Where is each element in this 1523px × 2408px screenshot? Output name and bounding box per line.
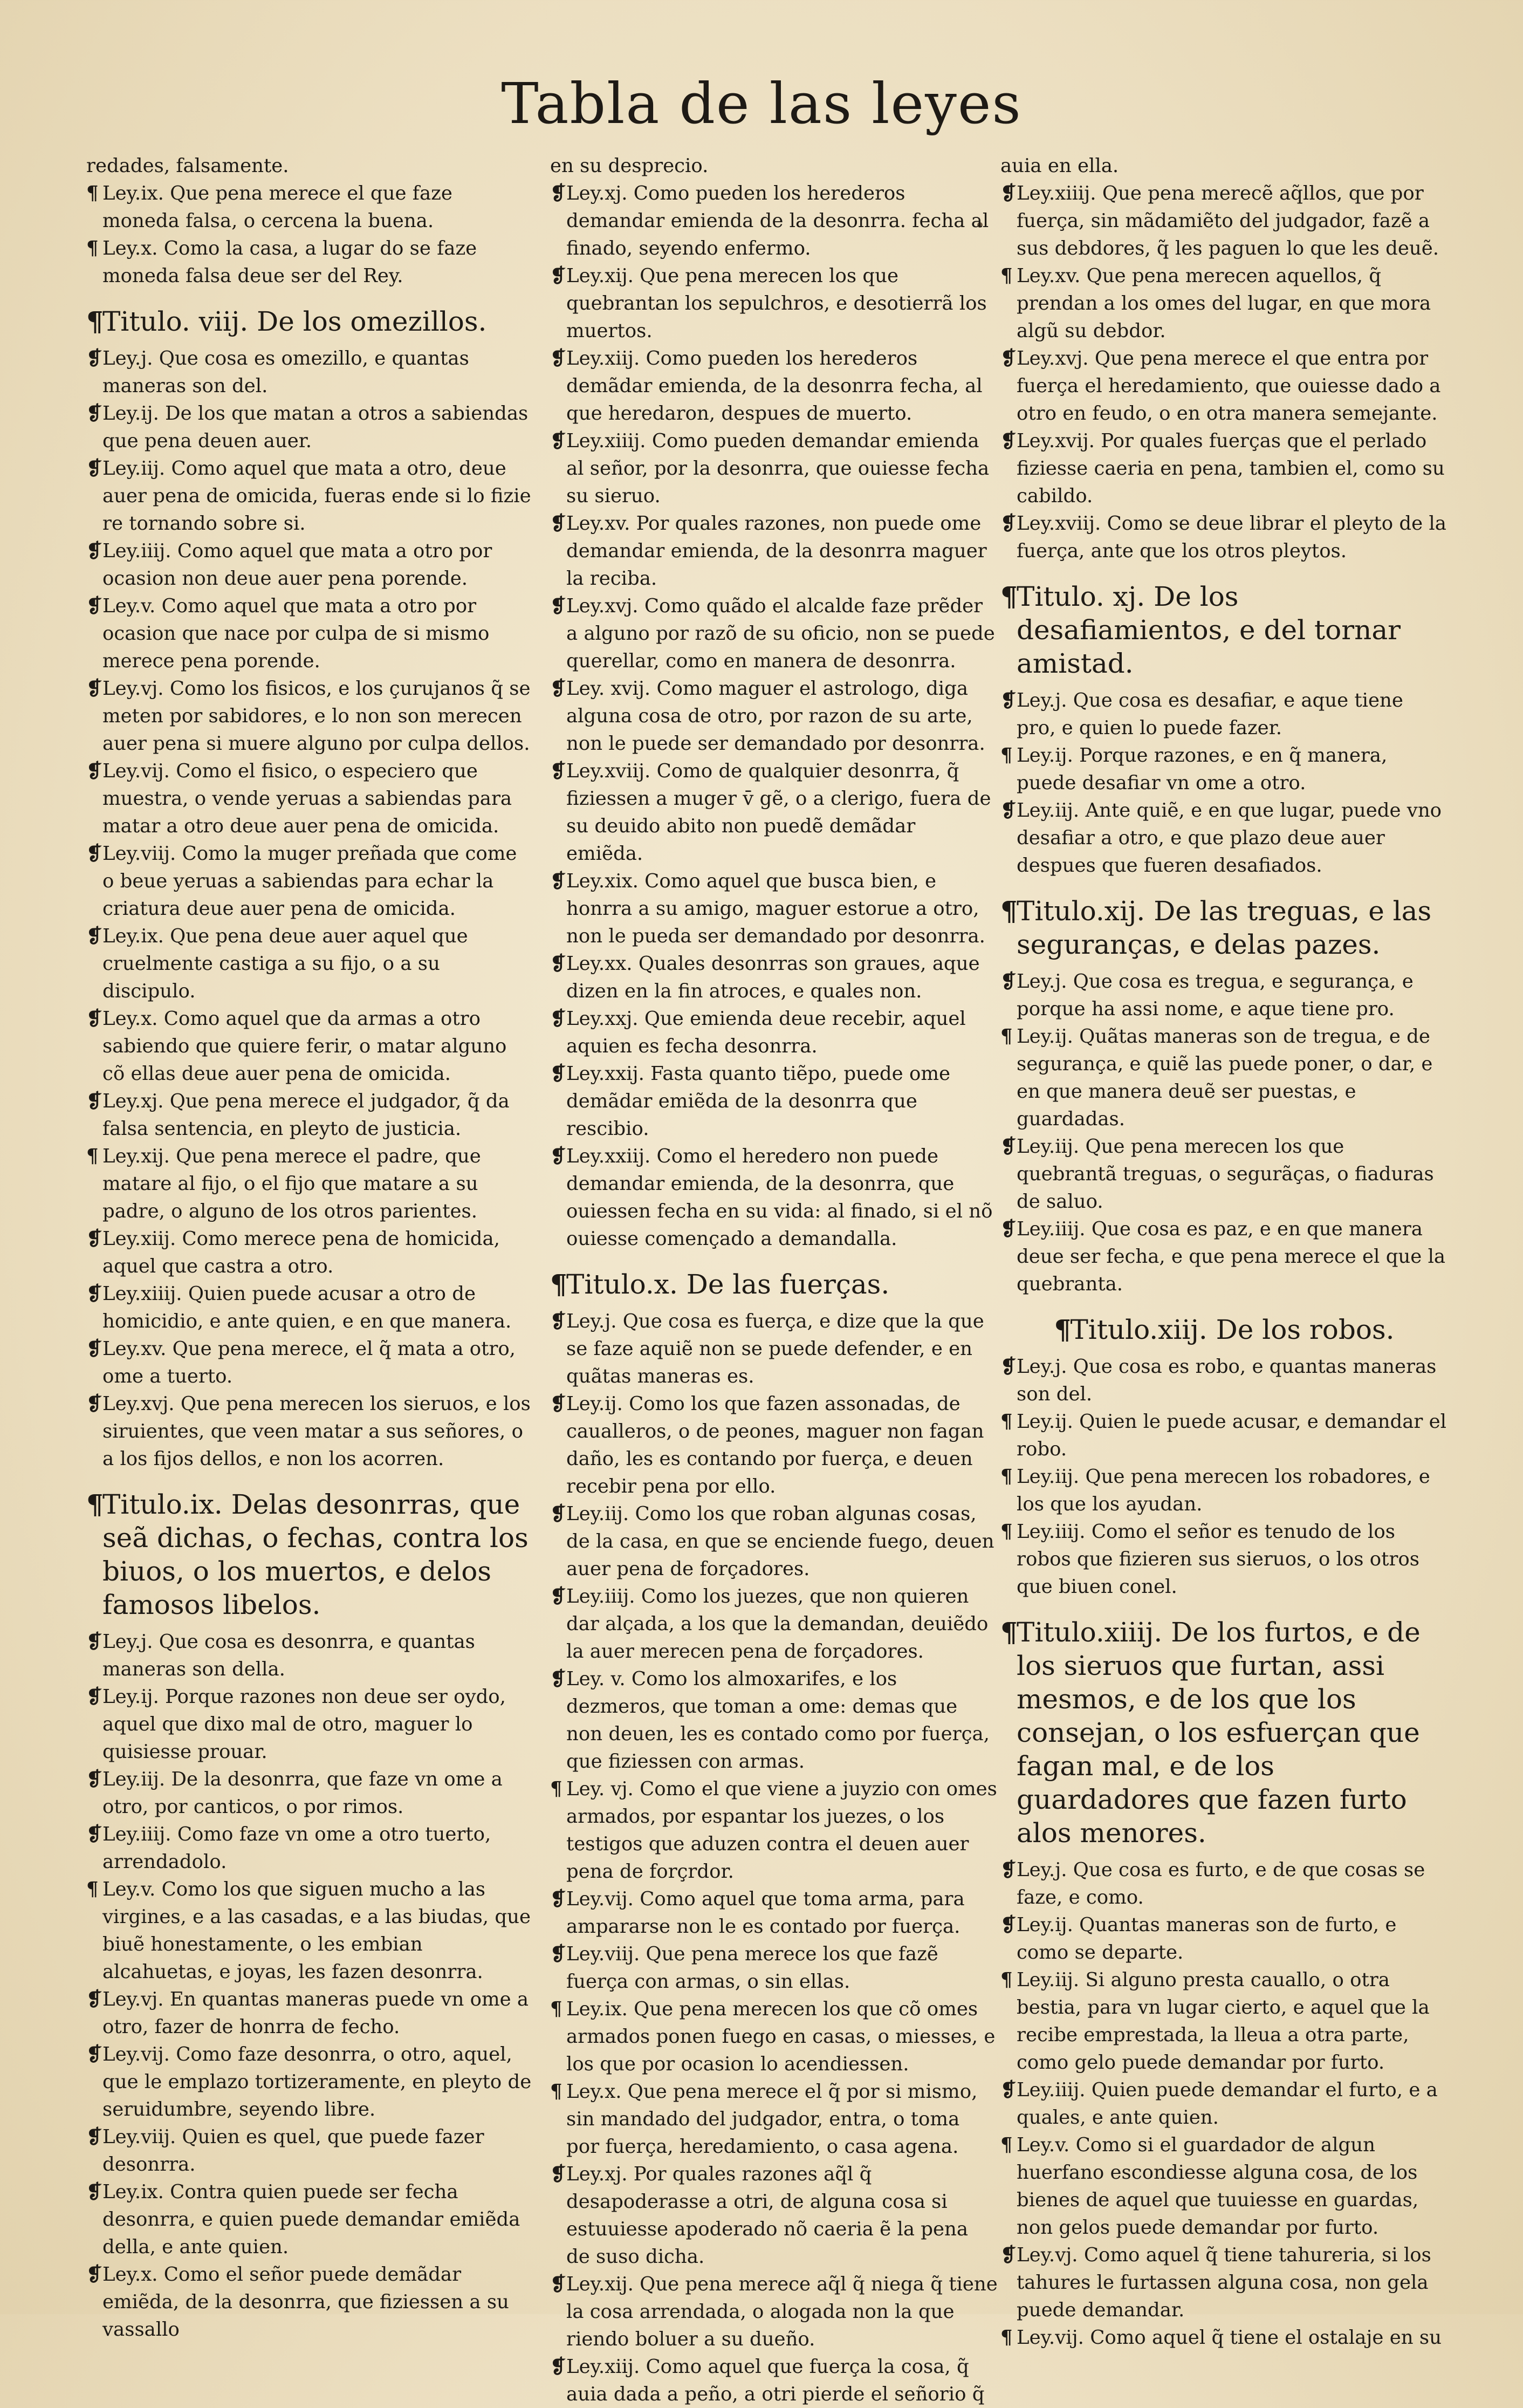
entry-text: Ley.ij. De los que matan a otros a sabiendas que pena deuen auer. [102,402,529,452]
pilcrow-mark: ❡ [550,870,566,892]
section-title [1000,1616,1448,1850]
entry-text: Ley.vij. Como faze desonrra, o otro, aquel, que le emplazo tortizeramente, en pleyto de seruidumbre, seyendo libre. [102,2043,532,2120]
entry-text: Ley.ix. Que pena merecen los que cõ omes armados ponen fuego en casas, o miesses, e los que por ocasion lo acendiessen. [566,1998,996,2075]
law-entry [550,1885,998,1940]
law-entry [550,1390,998,1500]
pilcrow-mark: ¶ [1000,744,1013,767]
law-entry [86,1683,534,1766]
entry-text: Ley.viij. Quien es quel, que puede fazer desonrra. [102,2126,484,2176]
entry-text: Ley.vij. Como aquel q̃ tiene el ostalaje en su [1017,2327,1442,2349]
law-entry [550,675,998,757]
law-entry [550,427,998,510]
pilcrow-mark: ¶ [1000,1616,1018,1648]
pilcrow-mark: ❡ [86,540,102,562]
law-entry [86,840,534,922]
pilcrow-mark: ❡ [86,925,102,947]
law-entry [86,1876,534,1986]
index-column-2 [550,152,998,2408]
entry-text: Ley.xv. Por quales razones, non puede ome demandar emienda, de la desonrra maguer la reciba. [566,512,987,590]
law-entry [1000,1133,1448,1215]
law-entry [86,455,534,537]
entry-text: Ley.ij. Como los que fazen assonadas, de caualleros, o de peones, maguer non fagan daño, les es contando por fuerça, e deuen recebir pena por ello. [566,1393,984,1497]
law-entry [86,1821,534,1876]
entry-text: Titulo.xij. De las treguas, e las seguranças, e delas pazes. [1017,895,1432,960]
entry-text: Ley.xxij. Fasta quanto tiẽpo, puede ome demãdar emiẽda de la desonrra que rescibio. [566,1063,950,1140]
law-entry [1000,2324,1448,2351]
law-entry [86,1986,534,2041]
pilcrow-mark: ❡ [86,1228,102,1250]
index-column-1 [86,152,534,2343]
law-entry [86,1335,534,1390]
entry-text: Ley. v. Como los almoxarifes, e los dezmeros, que toman a ome: demas que non deuen, les es contado como por fuerça, que fiziessen con armas. [566,1668,990,1773]
page-header: Tabla de las leyes [501,71,1022,136]
pilcrow-mark: ¶ [86,182,99,204]
entry-text: Ley.vj. Como aquel q̃ tiene tahureria, si los tahures le furtassen alguna cosa, non gela puede demandar. [1017,2244,1431,2321]
entry-text: Ley.xij. Que pena merecen los que quebrantan los sepulchros, e desotierrã los muertos. [566,265,987,342]
law-entry [1000,2076,1448,2131]
entry-text: Ley.ij. Quien le puede acusar, e demandar el robo. [1017,1411,1447,1460]
pilcrow-mark: ❡ [86,1823,102,1845]
pilcrow-mark: ¶ [86,1488,104,1520]
pilcrow-mark: ❡ [1000,430,1017,452]
law-entry [550,510,998,592]
pilcrow-mark: ¶ [1000,1521,1013,1543]
pilcrow-mark: ❡ [550,1393,566,1415]
pilcrow-mark: ❡ [1000,1859,1017,1881]
entry-text: Titulo.xiiij. De los furtos, e de los sieruos que furtan, assi mesmos, e de los que los consejan, o los esfuerçan que fagan mal, e de los guardadores que fazen furto alos menores. [1017,1617,1421,1849]
pilcrow-mark: ❡ [550,512,566,535]
law-entry [86,537,534,592]
section-title [550,1268,998,1301]
pilcrow-mark: ¶ [86,1878,99,1900]
entry-text: Ley.xviij. Como de qualquier desonrra, q̃ fiziessen a muger v̄ gẽ, o a clerigo, fuera de su deuido abito non puedẽ demãdar emiẽda. [566,760,991,865]
pilcrow-mark: ❡ [550,1063,566,1085]
entry-text: Ley.xij. Que pena merece el padre, que matare al fijo, o el fijo que matare a su padre, o alguno de los otros parientes. [102,1145,481,1222]
pilcrow-mark: ❡ [86,1090,102,1112]
section-title [86,305,534,338]
entry-text: Ley.xvj. Que pena merecen los sieruos, e los siruientes, que veen matar a sus señores, o a los fijos dellos, e non los acorren. [102,1393,531,1470]
pilcrow-mark: ❡ [86,678,102,700]
law-entry [550,1143,998,1253]
entry-text: Ley.j. Que cosa es tregua, e segurança, e porque ha assi nome, e aque tiene pro. [1017,970,1414,1020]
law-entry [1000,427,1448,510]
law-entry [550,2353,998,2408]
pilcrow-mark: ❡ [86,1988,102,2010]
entry-text: Ley.iiij. Como faze vn ome a otro tuerto, arrendadolo. [102,1823,491,1873]
entry-text: Ley.ij. Porque razones, e en q̃ manera, puede desafiar vn ome a otro. [1017,744,1388,794]
pilcrow-mark: ¶ [1000,265,1013,287]
pilcrow-mark: ¶ [550,1998,562,2020]
law-entry [550,1060,998,1143]
law-entry [550,180,998,262]
entry-text: Ley.x. Como la casa, a lugar do se faze moneda falsa deue ser del Rey. [102,237,477,287]
pilcrow-mark: ❡ [550,1008,566,1030]
pilcrow-mark: ❡ [550,2273,566,2295]
pilcrow-mark: ❡ [550,182,566,204]
entry-text: en su desprecio. [550,155,709,177]
pilcrow-mark: ❡ [550,2163,566,2185]
pilcrow-mark: ¶ [1000,2134,1013,2156]
entry-text: Ley.vj. Como los fisicos, e los çurujanos q̃ se meten por sabidores, e lo non son merecen auer pena si muere alguno por culpa dellos. [102,678,531,755]
law-entry [1000,1856,1448,1911]
index-column-3 [1000,152,1448,2351]
pilcrow-mark: ❡ [86,457,102,480]
law-entry [1000,2131,1448,2241]
pilcrow-mark: ¶ [550,1778,562,1800]
entry-text: Ley.xx. Quales desonrras son graues, aque dizen en la fin atroces, e quales non. [566,953,980,1002]
pilcrow-mark: ❡ [1000,2244,1017,2266]
pilcrow-mark: ❡ [1000,1135,1017,1158]
entry-text: Titulo.x. De las fuerças. [566,1269,890,1300]
law-entry [1000,968,1448,1023]
entry-text: Ley.vj. En quantas maneras puede vn ome a otro, fazer de honrra de fecho. [102,1988,529,2038]
pilcrow-mark: ❡ [550,1585,566,1607]
entry-text: Ley.iij. Como aquel que mata a otro, deue auer pena de omicida, fueras ende si lo fizie re tornando sobre si. [102,457,531,535]
pilcrow-mark: ❡ [1000,2079,1017,2101]
pilcrow-mark: ❡ [1000,799,1017,822]
pilcrow-mark: ❡ [550,430,566,452]
law-entry [1000,1966,1448,2076]
entry-text: Ley.ix. Que pena merece el que faze moneda falsa, o cercena la buena. [102,182,452,232]
law-entry [550,2270,998,2353]
pilcrow-mark: ❡ [550,678,566,700]
entry-text: Ley.j. Que cosa es desonrra, e quantas maneras son della. [102,1631,475,1680]
pilcrow-mark: ¶ [86,1145,99,1167]
pilcrow-mark: ❡ [550,347,566,370]
pilcrow-mark: ❡ [1000,512,1017,535]
law-entry [550,2160,998,2270]
entry-text: Ley.iiij. Como el señor es tenudo de los robos que fizieren sus sieruos, o los otros que biuen conel. [1017,1521,1419,1598]
entry-text: auia en ella. [1000,155,1119,177]
pilcrow-mark: ¶ [1000,895,1018,927]
pilcrow-mark: ❡ [550,760,566,782]
entry-text: Ley.xv. Que pena merecen aquellos, q̃ prendan a los omes del lugar, en que mora algũ su debdor. [1017,265,1431,342]
entry-text: Ley.xij. Que pena merece aq̃l q̃ niega q̃ tiene la cosa arrendada, o alogada non la que riendo boluer a su dueño. [566,2273,998,2350]
law-entry [86,400,534,455]
law-entry [86,2178,534,2261]
entry-text: Ley.xviij. Como se deue librar el pleyto de la fuerça, ante que los otros pleytos. [1017,512,1446,562]
pilcrow-mark: ¶ [1000,1466,1013,1488]
pilcrow-mark: ❡ [86,1008,102,1030]
pilcrow-mark: ❡ [1000,689,1017,712]
pilcrow-mark: ❡ [86,347,102,370]
law-entry [1000,1215,1448,1298]
section-title [1000,894,1448,961]
law-entry [86,675,534,757]
law-entry [86,1766,534,1821]
law-entry [1000,2241,1448,2324]
pilcrow-mark: ¶ [550,1268,567,1300]
entry-text: Ley.xiiij. Como pueden demandar emienda al señor, por la desonrra, que ouiesse fecha su sieruo. [566,430,990,507]
law-entry [86,1087,534,1143]
entry-text: Ley. xvij. Como maguer el astrologo, diga alguna cosa de otro, por razon de su arte, non le puede ser demandado por desonrra. [566,678,985,755]
pilcrow-mark: ¶ [1000,1969,1013,1991]
pilcrow-mark: ❡ [550,1943,566,1965]
pilcrow-mark: ❡ [1000,970,1017,993]
entry-text: Ley.xiij. Como pueden los herederos demãdar emienda, de la desonrra fecha, al que heredaron, despues de muerto. [566,347,983,425]
entry-text: Ley.iiij. Como los juezes, que non quieren dar alçada, a los que la demandan, deuiẽdo la auer merecen pena de forçadores. [566,1585,989,1663]
pilcrow-mark: ❡ [1000,347,1017,370]
pilcrow-mark: ¶ [1000,1411,1013,1433]
pilcrow-mark: ❡ [86,760,102,782]
law-entry [86,1143,534,1225]
law-entry [1000,687,1448,742]
law-entry [86,1225,534,1280]
pilcrow-mark: ¶ [86,237,99,259]
section-title [1000,580,1448,680]
entry-text: redades, falsamente. [86,155,289,177]
entry-text: Ley.iij. Como los que roban algunas cosas, de la casa, en que se enciende fuego, deuen auer pena de forçadores. [566,1503,994,1580]
law-entry [86,1005,534,1087]
entry-text: Ley.iiij. Que cosa es paz, e en que manera deue ser fecha, e que pena merece el que la quebranta. [1017,1218,1446,1295]
pilcrow-mark: ❡ [550,953,566,975]
law-entry [550,1775,998,1885]
entry-text: Ley.ij. Porque razones non deue ser oydo, aquel que dixo mal de otro, maguer lo quisiesse prouar. [102,1686,506,1763]
law-entry [1000,1408,1448,1463]
law-entry [86,180,534,235]
entry-text: Ley.vij. Como el fisico, o especiero que muestra, o vende yeruas a sabiendas para matar a otro deue auer pena de omicida. [102,760,512,837]
pilcrow-mark: ¶ [86,305,104,337]
entry-text: Ley.v. Como los que siguen mucho a las virgines, e a las casadas, e a las biudas, que biuẽ honestamente, o les embian alcahuetas, e joyas, les fazen desonrra. [102,1878,531,1983]
pilcrow-mark: ❡ [1000,1356,1017,1378]
entry-text: Ley.x. Como el señor puede demãdar emiẽda, de la desonrra, que fiziessen a su vassallo [102,2263,509,2341]
pilcrow-mark: ❡ [86,1631,102,1653]
pilcrow-mark: ❡ [1000,182,1017,204]
entry-text: Ley.viij. Que pena merece los que fazẽ fuerça con armas, o sin ellas. [566,1943,938,1993]
law-entry [1000,1911,1448,1966]
entry-continuation [1000,152,1448,180]
law-entry [1000,262,1448,345]
entry-text: Ley.iiij. Quien puede demandar el furto, e a quales, e ante quien. [1017,2079,1438,2129]
entry-text: Ley.xix. Como aquel que busca bien, e honrra a su amigo, maguer estorue a otro, non le pueda ser demandado por desonrra. [566,870,985,947]
law-entry [550,867,998,950]
law-entry [1000,1353,1448,1408]
law-entry [550,1308,998,1390]
pilcrow-mark: ❡ [86,2263,102,2286]
entry-text: Ley.viij. Como la muger preñada que come o beue yeruas a sabiendas para echar la criatura deue auer pena de omicida. [102,843,517,920]
entry-text: Ley.iij. Que pena merecen los que quebrantã treguas, o segurãças, o fiaduras de saluo. [1017,1135,1434,1213]
pilcrow-mark: ¶ [1000,1025,1013,1048]
entry-text: Ley.ix. Contra quien puede ser fecha desonrra, e quien puede demandar emiẽda della, e ante quien. [102,2181,520,2258]
entry-text: Ley.xj. Por quales razones aq̃l q̃ desapoderasse a otri, de alguna cosa si estuuiesse apoderado nõ caeria ẽ la pena de suso dicha. [566,2163,969,2268]
law-entry [86,922,534,1005]
pilcrow-mark: ❡ [86,402,102,425]
pilcrow-mark: ❡ [550,595,566,617]
law-entry [550,262,998,345]
entry-text: Ley.ij. Quãtas maneras son de tregua, e de segurança, e quiẽ las puede poner, o dar, e en que manera deuẽ ser puestas, e guardadas. [1017,1025,1433,1130]
entry-text: Ley.xj. Como pueden los herederos demandar emienda de la desonrra. fecha al finado, seyendo enfermo. [566,182,989,259]
law-entry [550,1665,998,1775]
entry-text: Ley.xvj. Que pena merece el que entra por fuerça el heredamiento, que ouiesse dado a otro en feudo, o en otra manera semejante. [1017,347,1441,425]
entry-text: Ley.iiij. Como aquel que mata a otro por ocasion non deue auer pena porende. [102,540,492,590]
entry-text: Ley. vj. Como el que viene a juyzio con omes armados, por espantar los juezes, o los testigos que aduzen contra el deuen auer pena de forçrdor. [566,1778,997,1883]
entry-text: Ley.x. Como aquel que da armas a otro sabiendo que quiere ferir, o matar alguno cõ ellas deue auer pena de omicida. [102,1008,507,1085]
entry-text: Ley.x. Que pena merece el q̃ por si mismo, sin mandado del judgador, entra, o toma por fuerça, heredamiento, o casa agena. [566,2081,978,2158]
law-entry [1000,510,1448,565]
entry-text: Ley.xiiij. Que pena merecẽ aq̃llos, que por fuerça, sin mãdamiẽto del judgador, fazẽ a sus debdores, q̃ les paguen lo que les deuẽ. [1017,182,1439,259]
entry-text: Ley.xvj. Como quãdo el alcalde faze prẽder a alguno por razõ de su oficio, non se puede querellar, como en manera de desonrra. [566,595,995,672]
section-title [86,1488,534,1622]
pilcrow-mark: ❡ [550,1503,566,1525]
entry-text: Ley.xv. Que pena merece, el q̃ mata a otro, ome a tuerto. [102,1338,516,1387]
pilcrow-mark: ¶ [1000,2327,1013,2349]
pilcrow-mark: ❡ [86,843,102,865]
law-entry [550,1583,998,1665]
law-entry [86,1390,534,1473]
entry-text: Ley.xvij. Por quales fuerças que el perlado fiziesse caeria en pena, tambien el, como su cabildo. [1017,430,1445,507]
entry-text: Ley.j. Que cosa es omezillo, e quantas maneras son del. [102,347,469,397]
entry-text: Ley.xiij. Como merece pena de homicida, aquel que castra a otro. [102,1228,500,1277]
entry-text: Ley.j. Que cosa es robo, e quantas maneras son del. [1017,1356,1437,1405]
law-entry [86,235,534,290]
pilcrow-mark: ❡ [86,1768,102,1790]
pilcrow-mark: ❡ [550,1310,566,1332]
entry-text: Ley.j. Que cosa es furto, e de que cosas se faze, e como. [1017,1859,1425,1908]
pilcrow-mark: ❡ [86,1686,102,1708]
entry-text: Ley.iij. De la desonrra, que faze vn ome a otro, por canticos, o por rimos. [102,1768,503,1818]
pilcrow-mark: ❡ [550,1668,566,1690]
law-entry [86,1280,534,1335]
pilcrow-mark: ❡ [550,265,566,287]
law-entry [550,950,998,1005]
entry-text: Titulo.xiij. De los robos. [1070,1314,1395,1345]
law-entry [86,757,534,840]
section-title [1000,1313,1448,1346]
entry-text: Ley.j. Que cosa es fuerça, e dize que la que se faze aquiẽ non se puede defender, e en quãtas maneras es. [566,1310,984,1387]
entry-text: Ley.iij. Que pena merecen los robadores, e los que los ayudan. [1017,1466,1430,1515]
pilcrow-mark: ¶ [1054,1314,1072,1345]
entry-text: Ley.vij. Como aquel que toma arma, para ampararse non le es contado por fuerça. [566,1888,965,1938]
law-entry [86,2041,534,2123]
pilcrow-mark: ❡ [550,1888,566,1910]
entry-text: Ley.xj. Que pena merece el judgador, q̃ da falsa sentencia, en pleyto de justicia. [102,1090,510,1140]
entry-text: Ley.j. Que cosa es desafiar, e aque tiene pro, e quien lo puede fazer. [1017,689,1403,739]
law-entry [86,2123,534,2178]
pilcrow-mark: ¶ [1000,580,1018,612]
law-entry [86,592,534,675]
entry-text: Ley.xiij. Como aquel que fuerça la cosa, q̃ auia dada a peño, a otri pierde el señorio q̃ [566,2356,985,2405]
pilcrow-mark: ❡ [86,2181,102,2203]
entry-text: Ley.xiiij. Quien puede acusar a otro de homicidio, e ante quien, e en que manera. [102,1283,512,1332]
pilcrow-mark: ❡ [86,2043,102,2065]
entry-text: Ley.xxj. Que emienda deue recebir, aquel aquien es fecha desonrra. [566,1008,966,1057]
law-entry [550,1940,998,1995]
law-entry [550,1500,998,1583]
entry-text: Titulo. xj. De los desafiamientos, e del tornar amistad. [1017,581,1401,679]
entry-text: Titulo. viij. De los omezillos. [102,306,487,337]
entry-text: Ley.iij. Ante quiẽ, e en que lugar, puede vno desafiar a otro, e que plazo deue auer despues que fueren desafiados. [1017,799,1442,877]
law-entry [550,1005,998,1060]
entry-continuation [550,152,998,180]
entry-text: Ley.v. Como si el guardador de algun huerfano escondiesse alguna cosa, de los bienes de aquel que tuuiesse en guardas, non gelos puede demandar por furto. [1017,2134,1419,2239]
law-entry [550,2078,998,2160]
law-entry [1000,345,1448,427]
pilcrow-mark: ❡ [550,1145,566,1167]
law-entry [1000,742,1448,797]
law-entry [1000,797,1448,879]
entry-continuation [86,152,534,180]
pilcrow-mark: ❡ [86,2126,102,2148]
law-entry [550,345,998,427]
entry-text: Ley.ij. Quantas maneras son de furto, e como se departe. [1017,1914,1397,1964]
law-entry [1000,1023,1448,1133]
pilcrow-mark: ¶ [550,2081,562,2103]
law-entry [86,2261,534,2343]
law-entry [550,1995,998,2078]
pilcrow-mark: ❡ [550,2356,566,2378]
entry-text: Titulo.ix. Delas desonrras, que seã dichas, o fechas, contra los biuos, o los muertos, e delos famosos libelos. [102,1489,529,1620]
law-entry [1000,1518,1448,1600]
entry-text: Ley.iij. Si alguno presta cauallo, o otra bestia, para vn lugar cierto, e aquel que la recibe emprestada, la lleua a otra parte, como gelo puede demandar por furto. [1017,1969,1430,2074]
pilcrow-mark: ❡ [86,1338,102,1360]
law-entry [86,345,534,400]
pilcrow-mark: ❡ [86,1283,102,1305]
law-entry [550,757,998,867]
law-entry [1000,1463,1448,1518]
pilcrow-mark: ❡ [86,595,102,617]
entry-text: Ley.xxiij. Como el heredero non puede demandar emienda, de la desonrra, que ouiessen fecha en su vida: al finado, si el nõ ouiesse començado a demandalla. [566,1145,993,1250]
pilcrow-mark: ❡ [86,1393,102,1415]
entry-text: Ley.ix. Que pena deue auer aquel que cruelmente castiga a su fijo, o a su discipulo. [102,925,468,1002]
pilcrow-mark: ❡ [1000,1914,1017,1936]
entry-text: Ley.v. Como aquel que mata a otro por ocasion que nace por culpa de si mismo merece pena porende. [102,595,490,672]
pilcrow-mark: ❡ [1000,1218,1017,1240]
law-entry [550,592,998,675]
law-entry [86,1628,534,1683]
law-entry [1000,180,1448,262]
